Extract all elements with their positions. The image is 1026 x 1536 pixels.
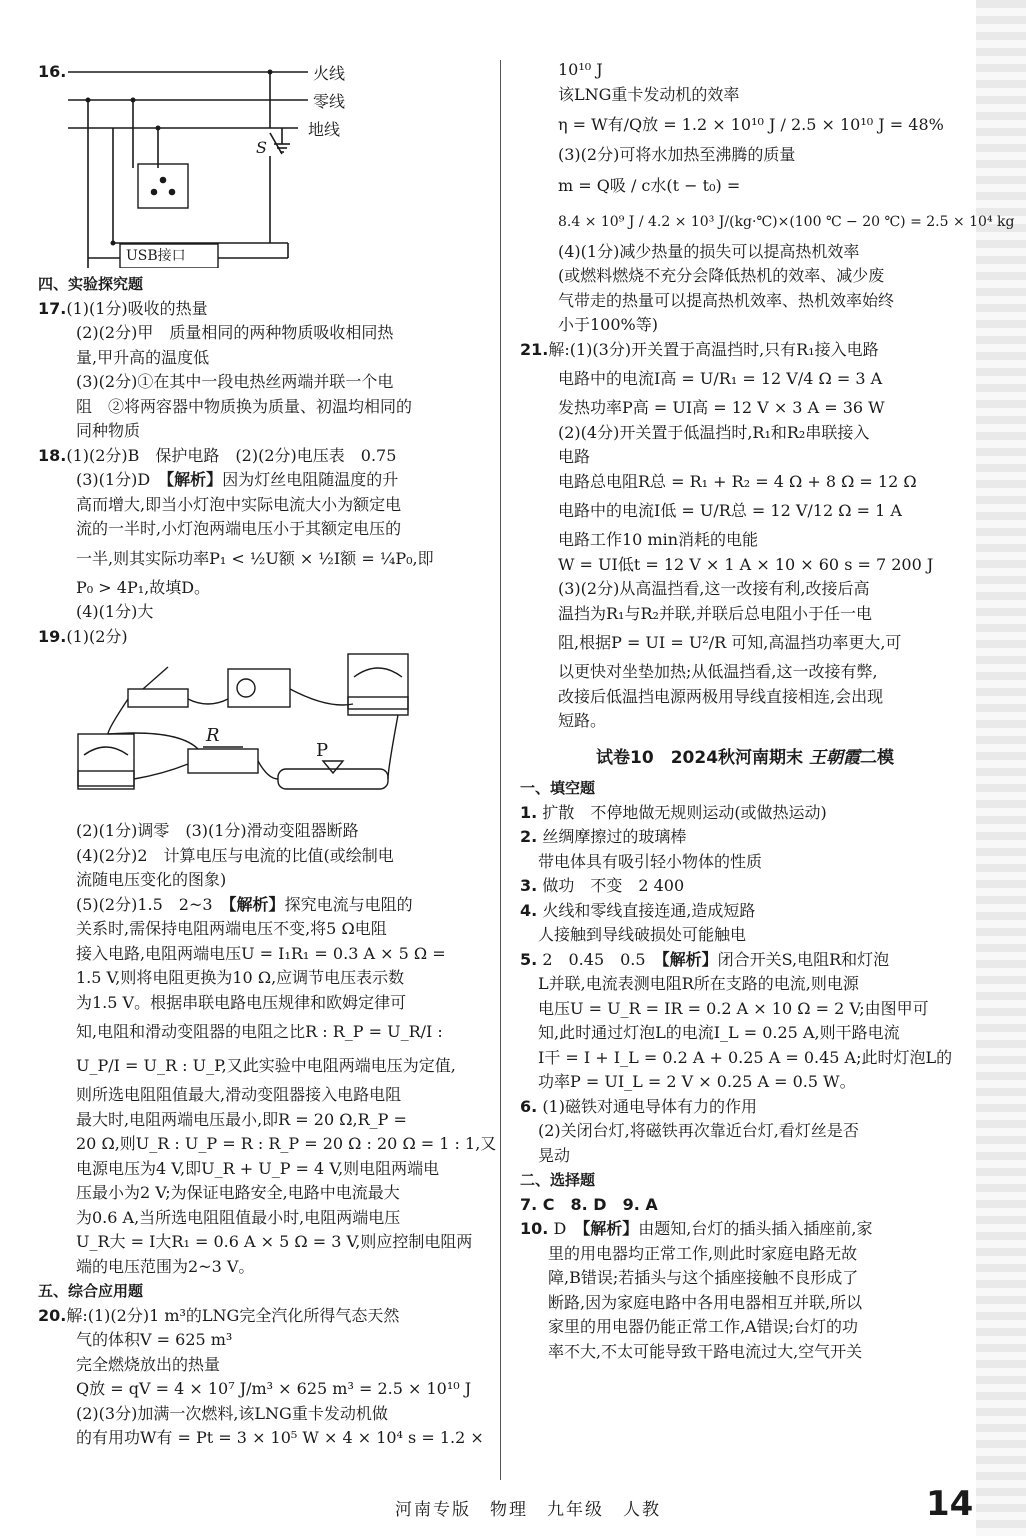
choice-10-answer: D: [553, 1219, 583, 1238]
fill-4-answer: 人接触到导线破损处可能触电: [538, 925, 747, 944]
q19-line: 为1.5 V。根据串联电路电压规律和欧姆定律可: [76, 992, 407, 1012]
q19-line: 流随电压变化的图象): [76, 870, 227, 889]
q19-line: (1)(2分): [66, 626, 128, 646]
q16-block: [38, 58, 483, 272]
q18-number: 18.: [38, 445, 67, 465]
q19-line: 接入电路,电阻两端电压U = I₁R₁ = 0.3 A × 5 Ω =: [76, 943, 446, 963]
q20-line: 小于100%等): [558, 315, 658, 334]
q19-line: 为0.6 A,当所选电阻阻值最小时,电阻两端电压: [76, 1207, 401, 1227]
fill-4-answer: 火线和零线直接连通,造成短路: [542, 900, 756, 920]
q21-line: (3)(2分)从高温挡看,这一改接有利,改接后高: [558, 579, 870, 598]
q19-line: 电源电压为4 V,即U_R + U_P = 4 V,则电阻两端电: [76, 1158, 440, 1178]
q20-line: 解:(1)(2分)1 m³的LNG完全汽化所得气态天然: [66, 1305, 400, 1325]
ground-wire-label: 地线: [308, 120, 341, 139]
fill-5-number: 5.: [520, 949, 538, 969]
q21-line: 以更快对坐垫加热;从低温挡看,这一改接有弊,: [558, 662, 878, 681]
q21-line: 电路总电阻R总 = R₁ + R₂ = 4 Ω + 8 Ω = 12 Ω: [558, 471, 917, 491]
q18-line: 流的一半时,小灯泡两端电压小于其额定电压的: [76, 519, 402, 538]
fill-5-answer: 闭合开关S,电阻R和灯泡: [717, 949, 890, 969]
usb-label: USB接口: [126, 248, 186, 264]
q21-number: 21.: [520, 339, 549, 359]
q19-line: (5)(2分)1.5 2~3: [76, 894, 229, 914]
fill-2-number: 2.: [520, 827, 538, 846]
experiment-circuit-drawing: [68, 649, 448, 817]
choice-10-answer: 里的用电器均正常工作,则此时家庭电路无故: [548, 1243, 858, 1263]
analysis-tag: 【解析】: [661, 949, 718, 969]
test-title: [520, 746, 970, 771]
q20-line: 10¹⁰ J: [558, 60, 603, 79]
q17-block: [38, 297, 483, 444]
q19-line: U_R大 = I大R₁ = 0.6 A × 5 Ω = 3 V,则应控制电阻两: [76, 1232, 473, 1251]
analysis-tag: 【解析】: [228, 894, 285, 914]
q21-line: 电路: [558, 447, 591, 466]
q20-line: (或燃料燃烧不充分会降低热机的效率、减少废: [558, 266, 885, 285]
q19-line: 关系时,需保持电阻两端电压不变,将5 Ω电阻: [76, 919, 387, 938]
q18-line: 一半,则其实际功率P₁ < ½U额 × ½I额 = ¼P₀,即: [76, 548, 434, 568]
analysis-tag: 【解析】: [166, 470, 223, 489]
fill-2-answer: 带电体具有吸引轻小物体的性质: [538, 851, 763, 871]
q21-line: 温挡为R₁与R₂并联,并联后总电阻小于任一电: [558, 603, 873, 623]
fill-6-answer: (1)磁铁对通电导体有力的作用: [542, 1096, 757, 1116]
neutral-wire-label: 零线: [313, 92, 346, 111]
fill-5-answer: 功率P = UI_L = 2 V × 0.25 A = 0.5 W。: [538, 1072, 856, 1091]
fill-5-answer: 电压U = U_R = IR = 0.2 A × 10 Ω = 2 V;由图甲可: [538, 998, 929, 1018]
q20-line: η = W有/Q放 = 1.2 × 10¹⁰ J / 2.5 × 10¹⁰ J = 48%: [558, 115, 944, 134]
choice-7-9-answers: 7. C 8. D 9. A: [520, 1194, 658, 1214]
q19-line: (4)(2分)2 计算电压与电流的比值(或绘制电: [76, 845, 394, 865]
test-title-text: 试卷10 2024秋河南期末: [596, 747, 804, 768]
q20-line: 8.4 × 10⁹ J / 4.2 × 10³ J/(kg·℃)×(100 ℃ − 20 ℃) = 2.5 × 10⁴ kg: [558, 213, 1015, 230]
q19-line: 知,电阻和滑动变阻器的电阻之比R : R_P = U_R/I :: [76, 1022, 443, 1041]
q19-figure: [38, 649, 483, 819]
q19-line: 1.5 V,则将电阻更换为10 Ω,应调节电压表示数: [76, 968, 405, 987]
footer-edition: 河南专版 物理 九年级 人教: [395, 1500, 661, 1520]
q17-line: (1)(1分)吸收的热量: [66, 298, 208, 318]
fill-5-answer: I干 = I + I_L = 0.2 A + 0.25 A = 0.45 A;此时灯泡L的: [538, 1047, 953, 1067]
switch-label: S: [256, 138, 267, 157]
q20-line: Q放 = qV = 4 × 10⁷ J/m³ × 625 m³ = 2.5 × 10¹⁰ J: [76, 1379, 472, 1398]
page-number: 14: [926, 1484, 974, 1524]
q19-line: 最大时,电阻两端电压最小,即R = 20 Ω,R_P =: [76, 1109, 407, 1129]
analysis-tag: 【解析】: [582, 1219, 639, 1238]
choice-10-answer: 由题知,台灯的插头插入插座前,家: [638, 1219, 873, 1238]
q17-line: (2)(2分)甲 质量相同的两种物质吸收相同热: [76, 323, 394, 342]
fill-5-answer: L并联,电流表测电阻R所在支路的电流,则电源: [538, 974, 859, 993]
q19-line: 则所选电阻阻值最大,滑动变阻器接入电路电阻: [76, 1085, 402, 1104]
rheostat-label: P: [316, 740, 329, 761]
q20-line: (4)(1分)减少热量的损失可以提高热机效率: [558, 241, 860, 261]
choice-10-answer: 家里的用电器仍能正常工作,A错误;台灯的功: [548, 1317, 859, 1336]
choice-10-answer: 断路,因为家庭电路中各用电器相互并联,所以: [548, 1292, 863, 1312]
page-footer: [0, 1487, 1026, 1527]
q17-line: 阻 ②将两容器中物质换为质量、初温均相同的: [76, 396, 413, 416]
q20-number: 20.: [38, 1305, 67, 1325]
test-title-suffix: 二模: [859, 747, 894, 768]
section-4-heading: 四、实验探究题: [38, 275, 144, 293]
left-column: [38, 58, 497, 1451]
q20-line: 的有用功W有 = Pt = 3 × 10⁵ W × 4 × 10⁴ s = 1.2 ×: [76, 1428, 484, 1447]
q21-line: 电路中的电流I高 = U/R₁ = 12 V/4 Ω = 3 A: [558, 369, 883, 388]
q21-line: W = UI低t = 12 V × 1 A × 10 × 60 s = 7 200 J: [558, 554, 934, 574]
q21-line: 短路。: [558, 711, 607, 730]
q19-number: 19.: [38, 626, 67, 646]
fill-4-number: 4.: [520, 900, 538, 920]
q17-number: 17.: [38, 298, 67, 318]
q21-line: 发热功率P高 = UI高 = 12 V × 3 A = 36 W: [558, 398, 885, 417]
fill-1-number: 1.: [520, 802, 538, 822]
q19-line: (2)(1分)调零 (3)(1分)滑动变阻器断路: [76, 821, 359, 840]
section-2-heading: 二、选择题: [520, 1171, 596, 1189]
q19-line: 20 Ω,则U_R : U_P = R : R_P = 20 Ω : 20 Ω = 1 : 1,又: [76, 1134, 497, 1153]
q18-line: 因为灯丝电阻随温度的升: [222, 470, 399, 489]
q20-line: (2)(3分)加满一次燃料,该LNG重卡发动机做: [76, 1403, 388, 1423]
q20-line: 完全燃烧放出的热量: [76, 1354, 221, 1374]
q21-line: 电路中的电流I低 = U/R总 = 12 V/12 Ω = 1 A: [558, 501, 902, 520]
q21-line: (2)(4分)开关置于低温挡时,R₁和R₂串联接入: [558, 422, 870, 442]
brand-logo-text: 王朝霞: [808, 747, 860, 768]
fill-6-number: 6.: [520, 1096, 538, 1116]
fill-5-answer: 知,此时通过灯泡L的电流I_L = 0.25 A,则干路电流: [538, 1023, 900, 1042]
section-5-heading: 五、综合应用题: [38, 1282, 144, 1300]
q18-block: [38, 444, 483, 625]
q20-continued: [520, 58, 1015, 338]
q20-line: 气的体积V = 625 m³: [76, 1330, 233, 1349]
q18-line: (4)(1分)大: [76, 602, 154, 621]
q18-line: (1)(2分)B 保护电路 (2)(2分)电压表 0.75: [66, 445, 397, 465]
resistor-label: R: [206, 725, 220, 746]
fill-3-number: 3.: [520, 876, 538, 895]
q17-line: 同种物质: [76, 421, 141, 440]
choice-10-answer: 率不大,不太可能导致干路电流过大,空气开关: [548, 1341, 863, 1361]
choice-10-answer: 障,B错误;若插头与这个插座接触不良形成了: [548, 1268, 859, 1287]
choice-10-number: 10.: [520, 1219, 549, 1238]
q21-line: 改接后低温挡电源两极用导线直接相连,会出现: [558, 686, 884, 706]
q21-block: [520, 338, 970, 734]
q19-line: 端的电压范围为2~3 V。: [76, 1256, 255, 1276]
fill-6-answer: (2)关闭台灯,将磁铁再次靠近台灯,看灯丝是否: [538, 1121, 859, 1140]
fill-3-answer: 做功 不变 2 400: [542, 876, 685, 895]
q19-line: 探究电流与电阻的: [284, 894, 413, 914]
fill-2-answer: 丝绸摩擦过的玻璃棒: [542, 827, 687, 846]
live-wire-label: 火线: [313, 64, 346, 83]
q20-line: 该LNG重卡发动机的效率: [558, 84, 740, 104]
right-column: [520, 58, 1015, 1364]
q17-line: (3)(2分)①在其中一段电热丝两端并联一个电: [76, 372, 394, 391]
q20-line: 气带走的热量可以提高热机效率、热机效率始终: [558, 290, 895, 310]
q20-line: (3)(2分)可将水加热至沸腾的质量: [558, 145, 796, 164]
fill-1-answer: 扩散 不停地做无规则运动(或做热运动): [542, 802, 827, 822]
q18-line: 高而增大,即当小灯泡中实际电流大小为额定电: [76, 494, 402, 514]
q19-line: U_P/I = U_R : U_P,又此实验中电阻两端电压为定值,: [76, 1056, 456, 1075]
column-divider: [500, 60, 501, 1480]
q16-number: 16.: [38, 62, 67, 81]
section-1-heading: 一、填空题: [520, 779, 596, 797]
q17-line: 量,甲升高的温度低: [76, 347, 210, 367]
q21-line: 解:(1)(3分)开关置于高温挡时,只有R₁接入电路: [548, 339, 879, 359]
q21-line: 阻,根据P = UI = U²/R 可知,高温挡功率更大,可: [558, 633, 902, 652]
q20-line: m = Q吸 / c水(t − t₀) =: [558, 175, 741, 195]
q20-block: [38, 1304, 483, 1451]
fill-5-answer: 2 0.45 0.5: [542, 949, 662, 969]
q18-line: (3)(1分)D: [76, 470, 167, 489]
q18-line: P₀ > 4P₁,故填D。: [76, 577, 211, 597]
q21-line: 电路工作10 min消耗的电能: [558, 530, 759, 549]
q19-block: [38, 625, 497, 1280]
fill-6-answer: 晃动: [538, 1145, 571, 1165]
q19-line: 压最小为2 V;为保证电路安全,电路中电流最大: [76, 1183, 400, 1202]
